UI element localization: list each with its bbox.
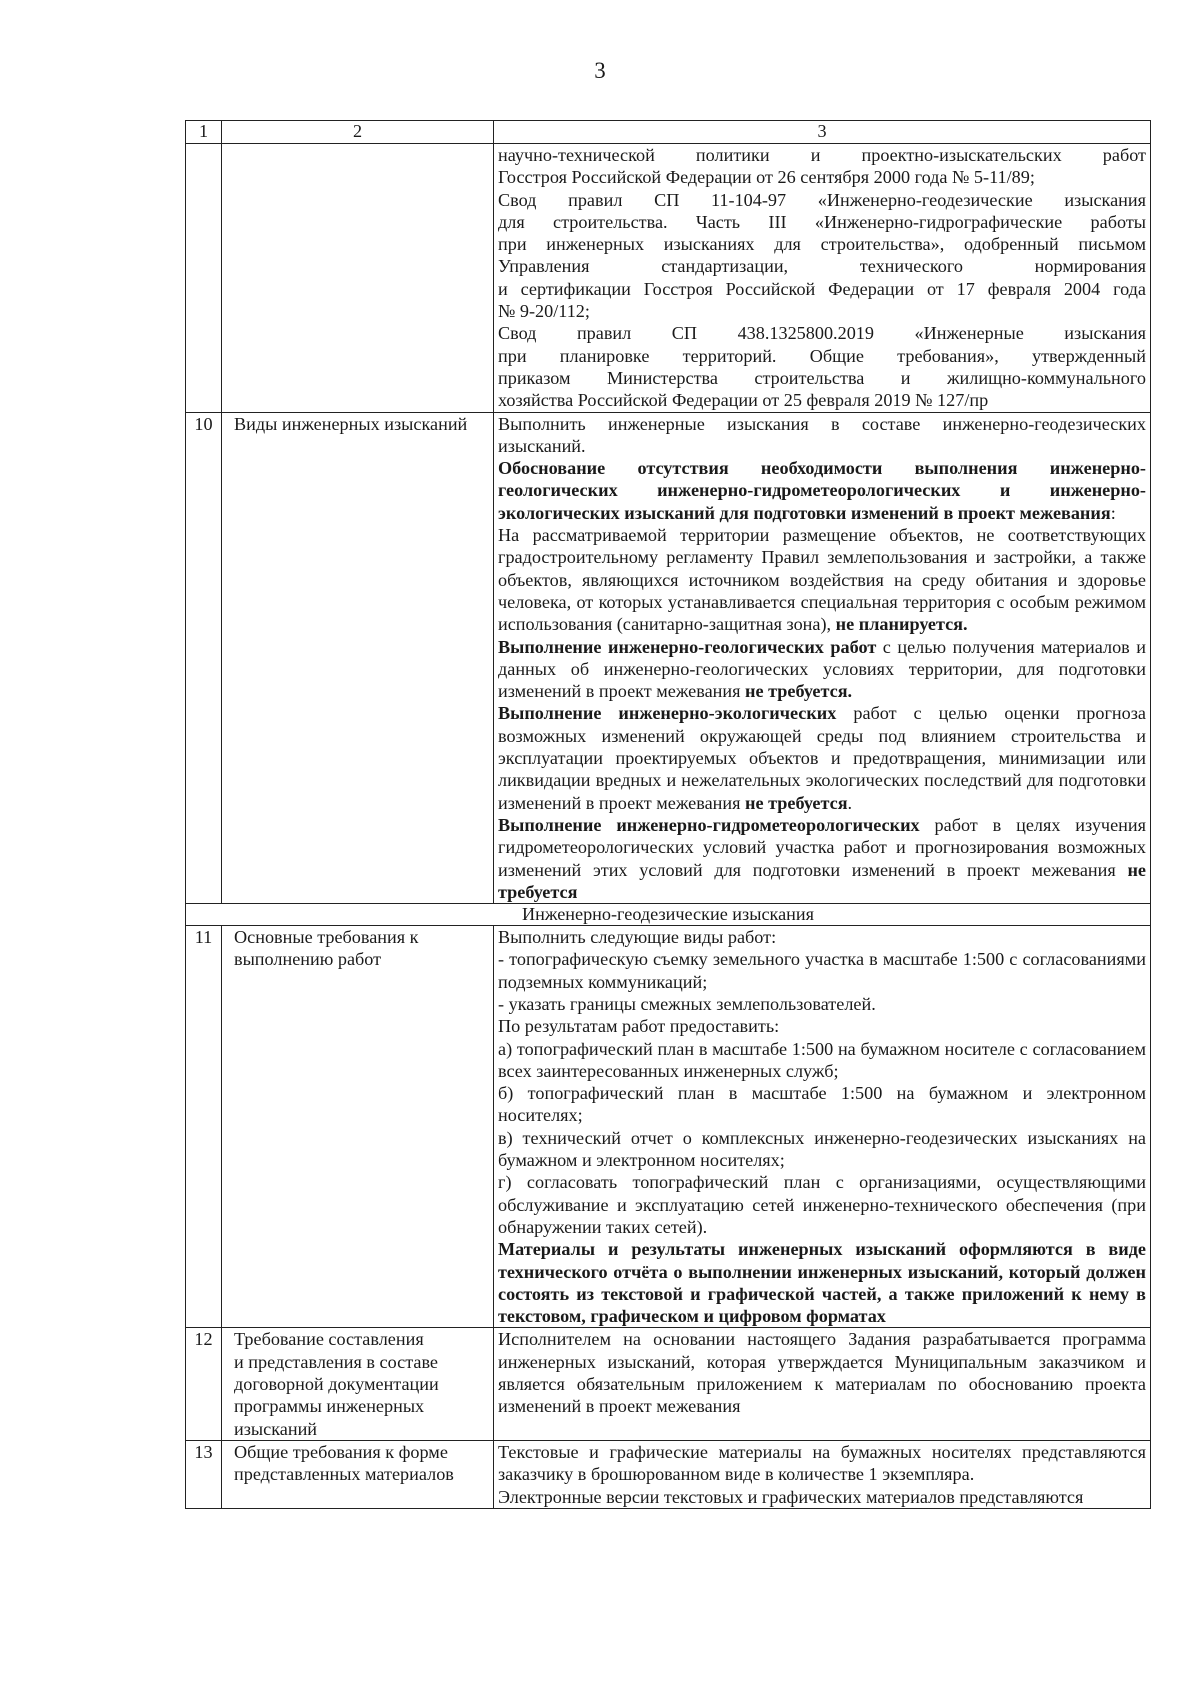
paragraph: Выполнить следующие виды работ:: [498, 927, 777, 948]
paragraph: Текстовые и графические материалы на бумажных носителях представляются заказчику в брошюрованном виде в количестве 1 экземпляра.: [498, 1441, 1146, 1485]
cont-line: приказом Министерства строительства и жилищно-коммунального: [498, 367, 1146, 388]
row-number: 12: [186, 1328, 222, 1440]
cont-line: Госстроя Российской Федерации от 26 сентября 2000 года № 5-11/89;: [498, 167, 1035, 188]
cont-line: № 9-20/112;: [498, 301, 590, 322]
paragraph: Материалы и результаты инженерных изысканий оформляются в виде технического отчёта о выполнении инженерных изысканий, который должен состоять из текстовой и графической частей, а также приложений к нему в текстовом, графическом и цифровом форматах: [498, 1239, 1146, 1327]
paragraph: - топографическую съемку земельного участка в масштабе 1:500 с согласованиями подземных коммуникаций;: [498, 949, 1146, 992]
continuation-text: [494, 144, 1151, 413]
paragraph: Выполнить инженерные изыскания в составе инженерно-геодезических изысканий.: [498, 413, 1146, 456]
row-label: Требование составления и представления в составе договорной документации программы инженерных изысканий: [222, 1328, 494, 1440]
paragraph: На рассматриваемой территории размещение объектов, не соответствующих градостроительному регламенту Правил землепользования и застройки, а также объектов, являющихся источником воздействия на среду обитания и здоровье человека, от которых устанавливается специальная территория с особым режимом использования (санитарно-защитная зона), не планируется.: [498, 525, 1146, 635]
row-label: Общие требования к форме представленных материалов: [222, 1440, 494, 1508]
row-content: [494, 1440, 1151, 1508]
table-row-continuation: [186, 144, 1151, 413]
table-row-13: [186, 1440, 1151, 1508]
paragraph: - указать границы смежных землепользователей.: [498, 993, 876, 1014]
paragraph: в) технический отчет о комплексных инженерно-геодезических изысканиях на бумажном и электронном носителях;: [498, 1127, 1146, 1171]
page-number: 3: [594, 58, 606, 83]
table-row-12: [186, 1328, 1151, 1440]
cont-line: и сертификации Госстроя Российской Федерации от 17 февраля 2004 года: [498, 278, 1146, 299]
section-title: Инженерно-геодезические изыскания: [186, 904, 1151, 926]
cont-line: при инженерных изысканиях для строительства», одобренный письмом: [498, 234, 1146, 255]
cont-line: Свод правил СП 11-104-97 «Инженерно-геодезические изыскания: [498, 189, 1146, 210]
row-number: 11: [186, 926, 222, 1328]
requirements-table: [185, 120, 1151, 1509]
row-content: [494, 412, 1151, 904]
header-col-2: 2: [222, 121, 494, 144]
paragraph: Выполнение инженерно-экологических работ с целью оценки прогноза возможных изменений окружающей среды под влиянием строительства и эксплуатации проектируемых объектов и предотвращения, минимизации или ликвидации вредных и нежелательных экологических последствий для подготовки изменений в проект межевания не требуется.: [498, 703, 1146, 813]
row-content: [494, 926, 1151, 1328]
row-number: 13: [186, 1440, 222, 1508]
cont-line: Управления стандартизации, технического нормирования: [498, 256, 1146, 277]
paragraph: Выполнение инженерно-геологических работ с целью получения материалов и данных об инженерно-геологических условиях территории, для подготовки изменений в проект межевания не требуется.: [498, 636, 1147, 702]
paragraph: Выполнение инженерно-гидрометеорологических работ в целях изучения гидрометеорологических условий участка работ и прогнозирования возможных изменений этих условий для подготовки изменений в проект межевания не требуется: [498, 814, 1146, 902]
cont-line: хозяйства Российской Федерации от 25 февраля 2019 № 127/пр: [498, 390, 989, 411]
row-number: 10: [186, 412, 222, 904]
cont-line: Свод правил СП 438.1325800.2019 «Инженерные изыскания: [498, 323, 1146, 344]
paragraph: а) топографический план в масштабе 1:500 на бумажном носителе с согласованием всех заинтересованных инженерных служб;: [498, 1038, 1146, 1081]
table-row-10: [186, 412, 1151, 904]
paragraph: б) топографический план в масштабе 1:500 на бумажном и электронном носителях;: [498, 1083, 1146, 1126]
cont-line: при планировке территорий. Общие требования», утвержденный: [498, 345, 1146, 366]
paragraph: По результатам работ предоставить:: [498, 1016, 780, 1037]
table-row-11: [186, 926, 1151, 1328]
paragraph: г) согласовать топографический план с организациями, осуществляющими обслуживание и эксплуатацию сетей инженерно-технического обеспечения (при обнаружении таких сетей).: [498, 1172, 1146, 1237]
header-col-1: 1: [186, 121, 222, 144]
row-content: Исполнителем на основании настоящего Задания разрабатывается программа инженерных изысканий, которая утверждается Муниципальным заказчиком и является обязательным приложением к материалам по обоснованию проекта изменений в проект межевания: [494, 1328, 1151, 1440]
cont-line: для строительства. Часть III «Инженерно-гидрографические работы: [498, 211, 1146, 232]
section-row: [186, 904, 1151, 926]
row-label: Основные требования к выполнению работ: [222, 926, 494, 1328]
header-col-3: 3: [494, 121, 1151, 144]
paragraph: Электронные версии текстовых и графических материалов представляются: [498, 1486, 1084, 1507]
paragraph: Обоснование отсутствия необходимости выполнения инженерно-геологических инженерно-гидрометеорологических и инженерно-экологических изысканий для подготовки изменений в проект межевания:: [498, 458, 1146, 523]
row-label: Виды инженерных изысканий: [222, 412, 494, 904]
cont-line: научно-технической политики и проектно-изыскательских работ: [498, 145, 1146, 165]
table-header-row: [186, 121, 1151, 144]
